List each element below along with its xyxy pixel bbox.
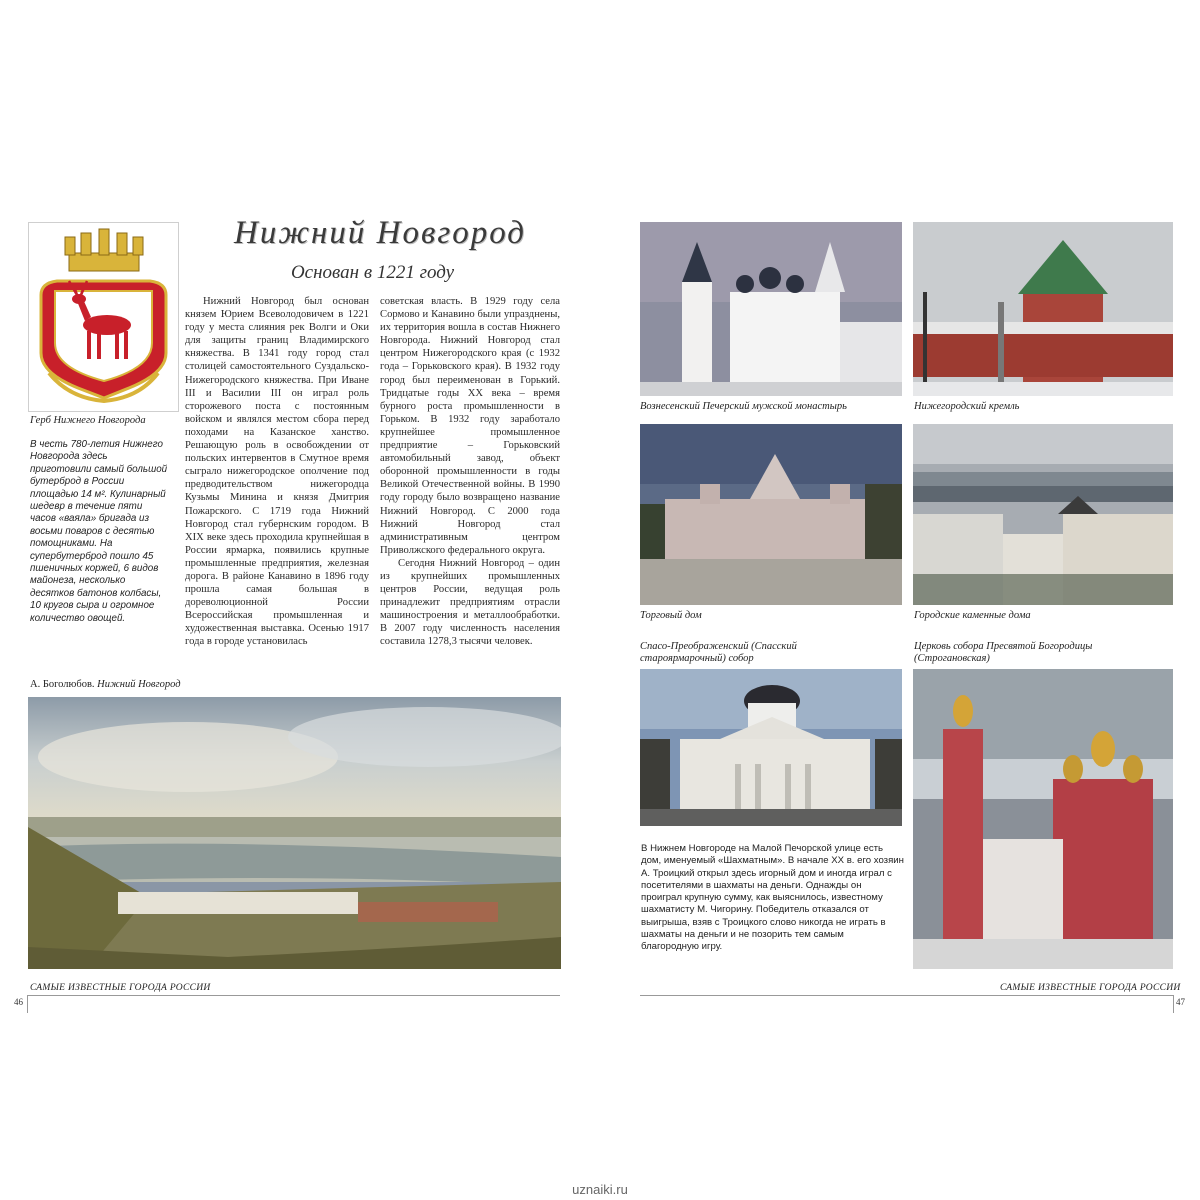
- painting-title: Нижний Новгород: [97, 679, 181, 690]
- painting-caption: [30, 679, 181, 690]
- photo-monastery: [640, 222, 902, 396]
- footer-tick-left: [27, 995, 28, 1013]
- watermark: uznaiki.ru: [572, 1182, 628, 1197]
- footer-right: САМЫЕ ИЗВЕСТНЫЕ ГОРОДА РОССИИ: [1000, 983, 1181, 993]
- footer-tick-right: [1173, 995, 1174, 1013]
- footer-rule-left: [28, 995, 560, 996]
- body-column-2: [380, 295, 560, 661]
- painting-author: А. Боголюбов.: [30, 679, 95, 690]
- photo-trade-house: [640, 424, 902, 605]
- coat-of-arms-caption: Герб Нижнего Новгорода: [30, 415, 146, 426]
- photo-stone-houses: [913, 424, 1173, 605]
- photo-caption: Спасо-Преображенский (Спасский староярмарочный) собор: [640, 641, 797, 664]
- coat-of-arms: [28, 222, 179, 412]
- page-subtitle: Основан в 1221 году: [290, 262, 455, 283]
- footer-left: САМЫЕ ИЗВЕСТНЫЕ ГОРОДА РОССИИ: [30, 983, 211, 993]
- page-number-left: 46: [14, 997, 23, 1007]
- painting-nizhny-novgorod: [28, 697, 561, 969]
- photo-caption: Вознесенский Печерский мужской монастырь: [640, 401, 847, 412]
- photo-caption: Нижегородский кремль: [914, 401, 1020, 412]
- body-paragraph: Сегодня Нижний Новгород – один из крупнейших промышленных центров России, ведущая роль принадлежит предприятиям отрасли машиностроения и металлообработки. В 2007 году численность населения составила 1278,3 тысячи человек.: [380, 557, 560, 648]
- page-number-right: 47: [1176, 997, 1185, 1007]
- photo-kremlin: [913, 222, 1173, 396]
- chess-note: В Нижнем Новгороде на Малой Печорской улице есть дом, именуемый «Шахматным». В начале XX в. его хозяин А. Троицкий открыл здесь игорный дом и иногда играл с посетителями в шахматы на деньги. Однажды он проиграл крупную сумму, как выяснилось, известному шахматисту М. Чигорину. Победитель отказался от выигрыша, взяв с Троицкого слово никогда не играть в шахматы на деньги и не позорить тем самым благородную игру.: [641, 843, 904, 953]
- footer-rule-right: [640, 995, 1173, 996]
- photo-stroganov-church: [913, 669, 1173, 969]
- body-column-1: [185, 295, 369, 661]
- body-paragraph: советская власть. В 1929 году села Сормово и Канавино были упразднены, их территория вошла в состав Нижнего Новгорода. Нижний Новгород стал центром Нижегородского края (с 1932 года – Горьковского края). В 1932 году город был переименован в Горький. Тридцатые годы XX века – время бурного роста промышленности в Горьком. В 1932 году заработало крупнейшее промышленное предприятие – Горьковский автомобильный завод, объект оборонной промышленности в годы Великой Отечественной войны. В 1990 году городу было возвращено название Нижний Новгород. С 2000 года Нижний Новгород стал административным центром Приволжского федерального округа.: [380, 296, 560, 556]
- page-title: Нижний Новгород: [234, 215, 526, 251]
- photo-cathedral: [640, 669, 902, 826]
- side-note: В честь 780-летия Нижнего Новгорода здесь приготовили самый большой бутерброд в России площадью 14 м². Кулинарный шедевр в течение пяти часов «ваяла» бригада из восьми поваров с десятью помощниками. На супербутерброд пошло 45 пшеничных коржей, 6 видов майонеза, несколько десятков батонов колбасы, 10 кругов сыра и огромное количество овощей.: [30, 439, 168, 624]
- photo-caption: Торговый дом: [640, 610, 702, 621]
- body-paragraph: Нижний Новгород был основан князем Юрием Всеволодовичем в 1221 году у места слияния рек Волги и Оки для защиты границ Владимирского княжества. В 1341 году город стал столицей самостоятельного Суздальско-Нижегородского княжества. При Иване III и Василии III он играл роль сторожевого поста с постоянным войском и являлся местом сбора перед походами на Казанское ханство. Решающую роль в освобождении от польских интервентов в Смутное время сыграло нижегородское ополчение под предводительством нижегородца Кузьмы Минина и князя Дмитрия Пожарского. С 1719 года Нижний Новгород стал губернским городом. В XIX веке здесь проходила крупнейшая в России ярмарка, появились крупные промышленные предприятия, железная дорога. В районе Канавино в 1896 году прошла самая большая в дореволюционной России Всероссийская промышленная и художественная выставка. Осенью 1917 года в городе установилась: [185, 296, 369, 648]
- photo-caption: Городские каменные дома: [914, 610, 1031, 621]
- photo-caption: Церковь собора Пресвятой Богородицы (Строгановская): [914, 641, 1093, 664]
